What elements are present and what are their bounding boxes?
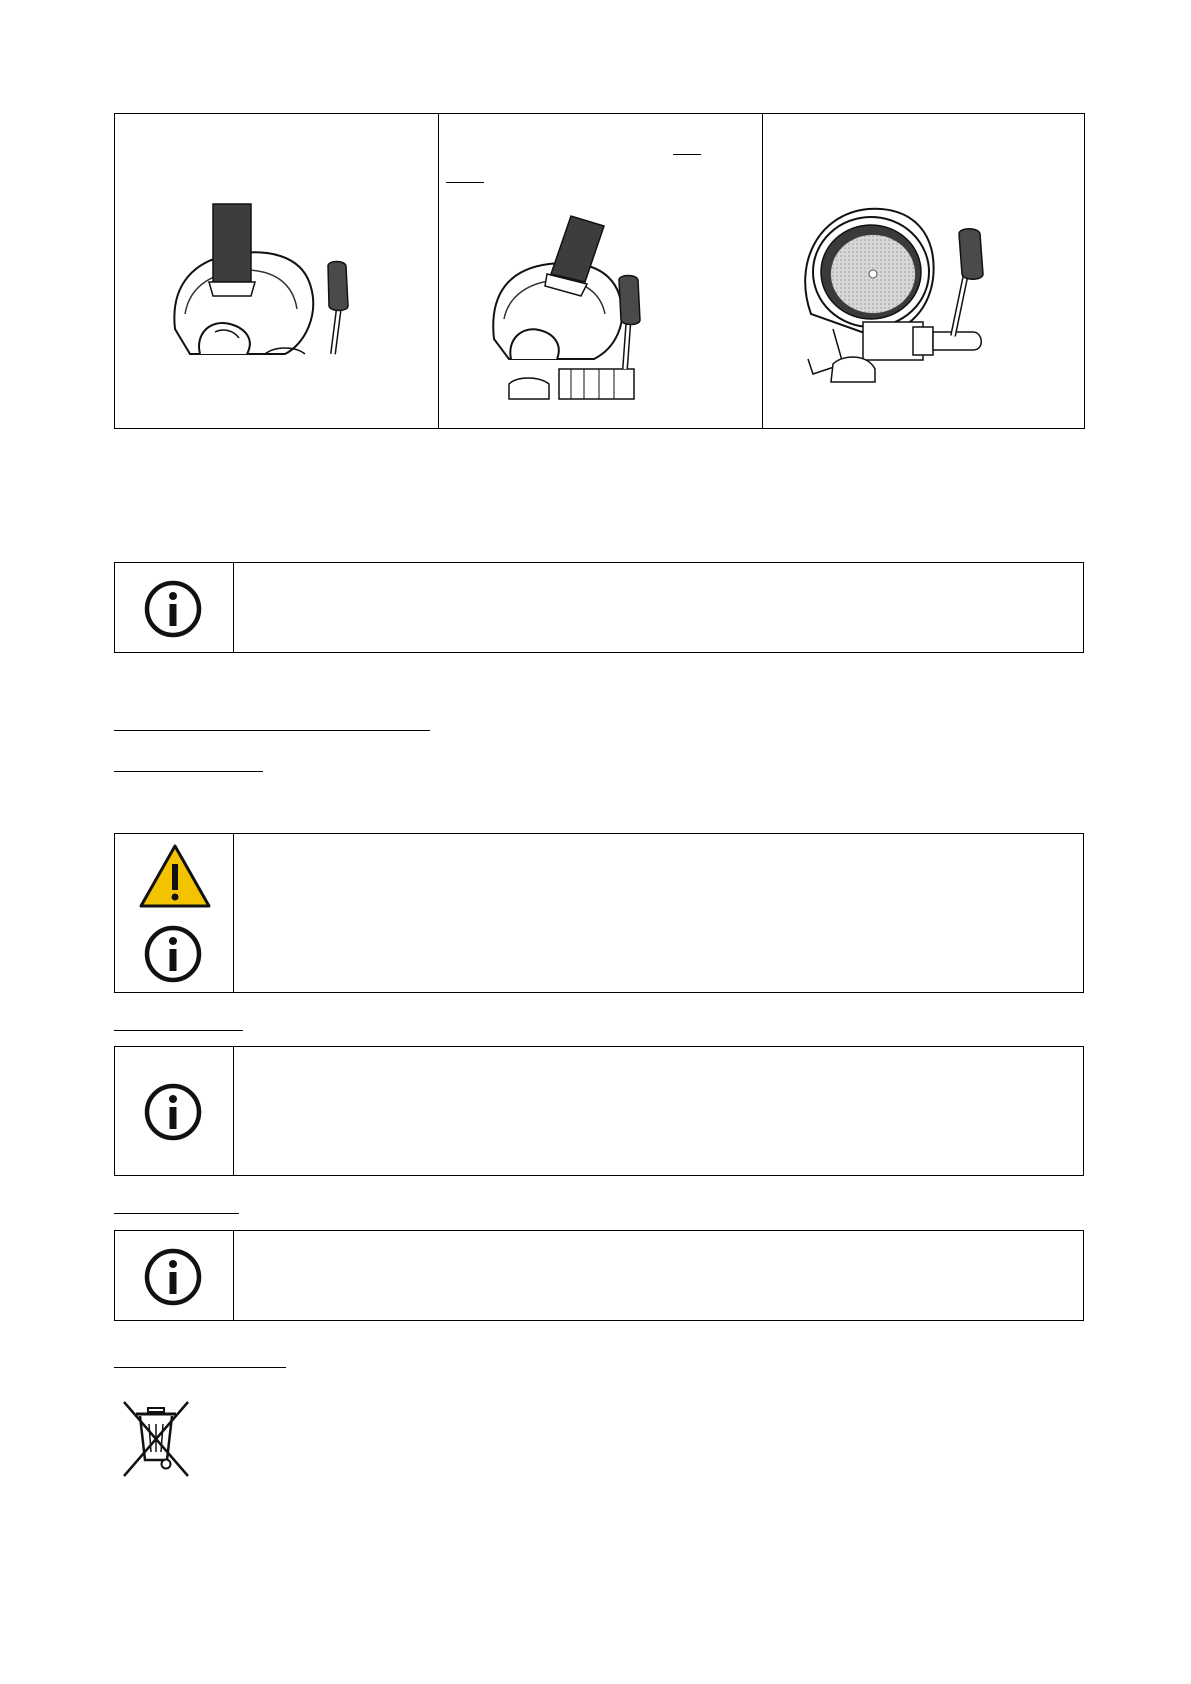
note-divider	[233, 563, 234, 652]
info-icon	[141, 922, 205, 986]
note-divider	[233, 834, 234, 992]
info-note-box	[114, 1046, 1084, 1176]
note-divider	[233, 1231, 234, 1320]
panel-3	[763, 114, 1083, 427]
group-head-illustration	[763, 114, 1083, 427]
info-icon	[141, 577, 205, 641]
subsection-heading-underline	[114, 771, 263, 772]
subsection-heading-underline	[114, 1213, 239, 1214]
note-divider	[233, 1047, 234, 1175]
info-icon	[141, 1245, 205, 1309]
weee-crossed-bin-icon	[118, 1400, 194, 1480]
panel-1	[115, 114, 438, 427]
section-heading-underline	[114, 1367, 286, 1368]
info-icon	[141, 1080, 205, 1144]
info-note-box	[114, 1230, 1084, 1321]
info-note-box	[114, 562, 1084, 653]
tamping-with-group-illustration	[439, 114, 762, 427]
warning-note-box	[114, 833, 1084, 993]
subsection-heading-underline	[114, 1030, 243, 1031]
tamping-illustration	[115, 114, 438, 427]
section-heading-underline	[114, 730, 430, 731]
warning-icon	[137, 842, 213, 910]
panel-2	[439, 114, 762, 427]
figure-table	[114, 113, 1085, 429]
